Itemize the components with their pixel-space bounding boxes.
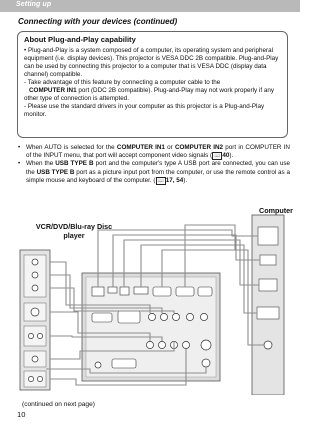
section-header-bar (0, 0, 300, 12)
computer-label: Computer (259, 206, 293, 215)
page-reference: 40 (222, 152, 230, 160)
note-text: When the (26, 160, 54, 168)
section-title: Setting up (16, 1, 52, 8)
bullet-dot: • (24, 47, 27, 54)
plug-and-play-info-box (17, 31, 288, 138)
info-box-title: About Plug-and-Play capability (24, 35, 136, 44)
info-paragraph-3 (24, 103, 286, 119)
note-text: ). (183, 176, 188, 184)
info-paragraph-1 (24, 47, 286, 79)
page-reference-icon: 📖 (157, 177, 164, 184)
vcr-label: VCR/DVD/Blu-ray Disc player (35, 222, 113, 240)
notes-list (18, 144, 290, 185)
port-name: COMPUTER IN2 (174, 144, 224, 151)
note-item-auto (18, 144, 290, 160)
info-paragraph-1-text: Plug-and-Play is a system composed of a computer, its operating system and peripheral equipment (i.e. display devices). This projector is VESA DDC 2B compatible. Plug-and-Play can be used by connecting this projector to a computer that is VESA DDC (display data channel) compatible. (24, 47, 279, 78)
port-name: USB TYPE B (36, 168, 75, 176)
info-paragraph-2-post: port (DDC 2B compatible). Plug-and-Play may not work properly if any other type of connection is attempted. (24, 87, 274, 102)
note-text: When AUTO is selected for the (26, 144, 115, 151)
page-subtitle: Connecting with your devices (continued) (18, 17, 178, 26)
continued-note: (continued on next page) (22, 401, 95, 408)
note-text: port and the computer's type A USB port are connected, you can use the (26, 160, 291, 176)
info-paragraph-2 (24, 79, 286, 103)
port-name: COMPUTER IN1 (116, 144, 165, 151)
info-paragraph-2-pre: - Take advantage of this feature by connecting a computer cable to the (24, 79, 221, 86)
port-name-computer-in1: COMPUTER IN1 (29, 87, 77, 94)
note-text: ). (229, 152, 234, 160)
page-reference-icon: 📖 (214, 153, 221, 160)
page-reference: 17, 54 (165, 176, 184, 184)
vcr-device (20, 250, 50, 390)
page-number: 10 (17, 410, 26, 419)
note-text: port as a picture input port from the computer, or use the remote control as a simple mouse and keyboard of the computer. ( (26, 168, 290, 184)
note-text: port in COMPUTER IN of the INPUT menu, that port will accept component video signals ( (26, 144, 290, 160)
info-paragraph-3-text: - Please use the standard drivers in your computer as this projector is a Plug-and-Play monitor. (24, 103, 265, 118)
bullet-dot: • (18, 144, 21, 151)
computer-device (252, 215, 284, 395)
info-box-body (24, 47, 286, 119)
note-item-usb (18, 160, 290, 185)
bullet-dot: • (18, 160, 21, 168)
note-text: or (167, 144, 173, 151)
port-name: USB TYPE B (55, 160, 94, 168)
projector-panel (82, 273, 220, 381)
